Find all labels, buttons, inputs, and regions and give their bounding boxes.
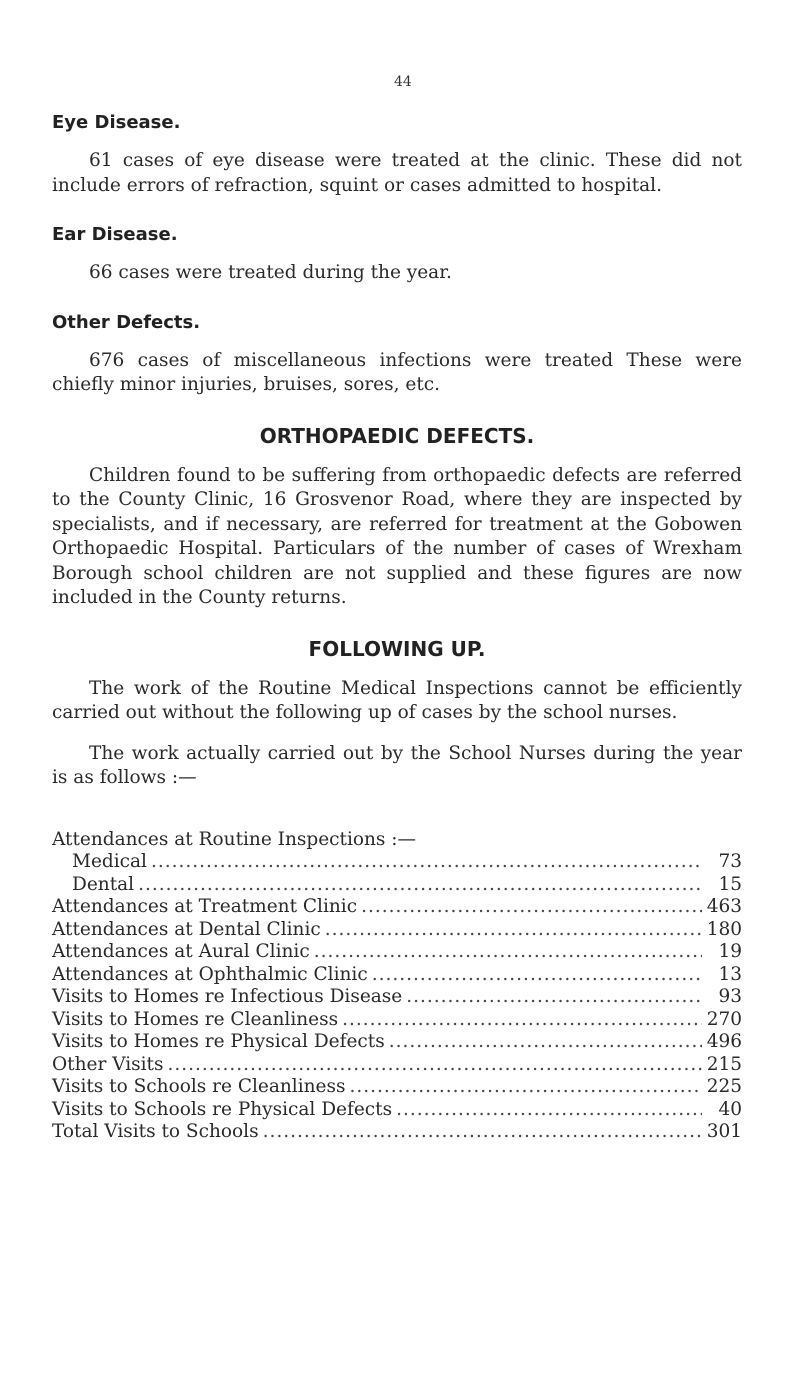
list-item-value: 225 bbox=[706, 1076, 742, 1097]
ear-disease-heading: Ear Disease. bbox=[52, 224, 178, 245]
list-item-value: 15 bbox=[718, 873, 742, 895]
orthopaedic-defects-heading: ORTHOPAEDIC DEFECTS. bbox=[259, 423, 535, 448]
list-item bbox=[52, 1054, 742, 1077]
following-up-heading: FOLLOWING UP. bbox=[308, 636, 486, 661]
dot-leader bbox=[361, 896, 702, 919]
ear-disease-paragraph: 66 cases were treated during the year. bbox=[89, 262, 452, 283]
list-item-label: Visits to Schools re Physical Defects bbox=[52, 1098, 393, 1120]
list-item-label: Visits to Schools re Cleanliness bbox=[52, 1076, 346, 1097]
following-up-paragraph-1: The work of the Routine Medical Inspections cannot be efficiently carried out without the following up of cases by the school nurses. bbox=[52, 677, 742, 723]
list-item-label: Attendances at Dental Clinic bbox=[52, 918, 321, 940]
dot-leader bbox=[342, 1009, 702, 1032]
other-defects-paragraph: 676 cases of miscellaneous infections were treated These were chiefly minor injuries, bruises, sores, etc. bbox=[52, 349, 742, 395]
eye-disease-heading: Eye Disease. bbox=[52, 112, 181, 133]
dot-leader bbox=[325, 919, 702, 942]
list-item-value: 40 bbox=[718, 1098, 742, 1120]
list-item bbox=[52, 874, 742, 897]
list-item-label: Attendances at Treatment Clinic bbox=[52, 896, 358, 917]
list-item-label: Attendances at Ophthalmic Clinic bbox=[52, 963, 368, 985]
list-item bbox=[52, 896, 742, 919]
following-up-paragraph-2: The work actually carried out by the School Nurses during the year is as follows :— bbox=[52, 742, 742, 788]
dot-leader bbox=[396, 1099, 702, 1122]
list-item-value: 73 bbox=[718, 851, 742, 872]
list-item bbox=[52, 941, 742, 964]
page-number: 44 bbox=[394, 74, 412, 90]
list-item-label: Visits to Homes re Cleanliness bbox=[52, 1008, 339, 1030]
list-item bbox=[52, 1031, 742, 1054]
list-item-value: 270 bbox=[706, 1008, 742, 1030]
list-item bbox=[52, 986, 742, 1009]
list-item-value: 93 bbox=[718, 986, 742, 1007]
dot-leader bbox=[138, 874, 702, 897]
dot-leader bbox=[151, 851, 702, 874]
list-item-value: 496 bbox=[706, 1031, 742, 1052]
list-item-value: 13 bbox=[718, 963, 742, 985]
list-item-label: Medical bbox=[72, 851, 147, 872]
list-item bbox=[52, 919, 742, 942]
list-item-label: Dental bbox=[72, 873, 135, 895]
page-content bbox=[52, 112, 742, 1144]
list-item-value: 19 bbox=[718, 941, 742, 962]
list-item-label: Total Visits to Schools bbox=[52, 1121, 259, 1142]
list-item bbox=[52, 1076, 742, 1099]
dot-leader bbox=[389, 1031, 702, 1054]
dot-leader bbox=[349, 1076, 702, 1099]
list-item-label: Visits to Homes re Physical Defects bbox=[52, 1031, 385, 1052]
attendance-list bbox=[52, 829, 742, 1144]
list-item-value: 180 bbox=[706, 918, 742, 940]
list-item-value: 463 bbox=[706, 896, 742, 917]
list-item bbox=[52, 851, 742, 874]
list-item-label: Other Visits bbox=[52, 1053, 164, 1075]
list-item bbox=[52, 1099, 742, 1122]
list-item bbox=[52, 1009, 742, 1032]
list-item bbox=[52, 1121, 742, 1144]
list-item-label: Visits to Homes re Infectious Disease bbox=[52, 986, 403, 1007]
list-item-value: 301 bbox=[706, 1121, 742, 1142]
attendance-list-title: Attendances at Routine Inspections :— bbox=[52, 828, 417, 850]
list-item bbox=[52, 964, 742, 987]
list-item-label: Attendances at Aural Clinic bbox=[52, 941, 310, 962]
orthopaedic-defects-paragraph: Children found to be suffering from orthopaedic defects are referred to the County Clinic, 16 Grosvenor Road, where they are inspected by specialists, and if necessary, are referred for treatment at the Gobowen Orthopaedic Hospital. Particulars of the number of cases of Wrexham Borough school children are not supplied and these figures are now included in the County returns. bbox=[52, 464, 742, 608]
dot-leader bbox=[263, 1121, 702, 1144]
list-item-value: 215 bbox=[706, 1053, 742, 1075]
dot-leader bbox=[406, 986, 702, 1009]
dot-leader bbox=[372, 964, 702, 987]
eye-disease-paragraph: 61 cases of eye disease were treated at the clinic. These did not include errors of refraction, squint or cases admitted to hospital. bbox=[52, 150, 742, 196]
other-defects-heading: Other Defects. bbox=[52, 311, 201, 333]
dot-leader bbox=[314, 941, 702, 964]
dot-leader bbox=[167, 1054, 702, 1077]
